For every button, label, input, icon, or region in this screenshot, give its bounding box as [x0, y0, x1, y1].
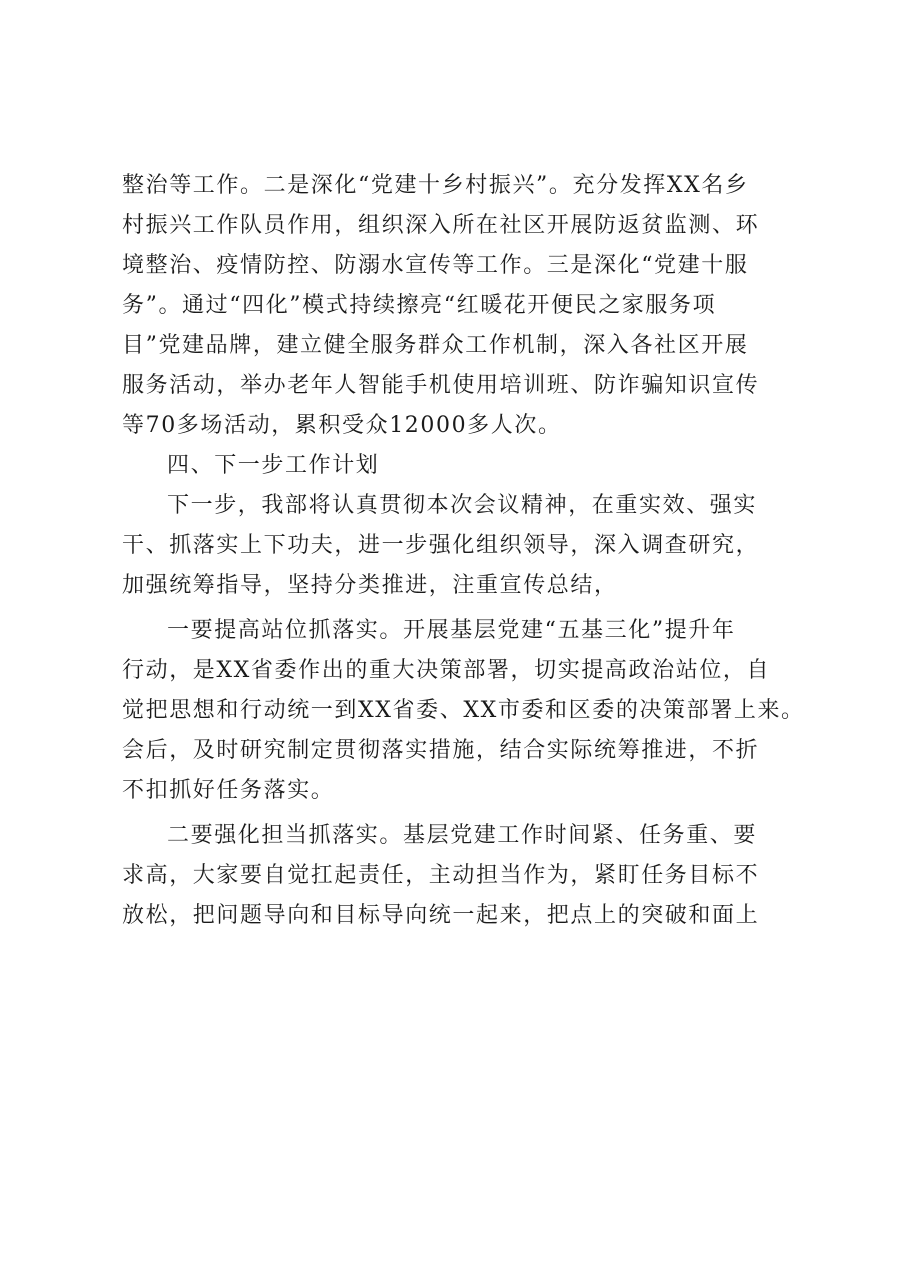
- text-line-15: 会后，及时研究制定贯彻落实措施，结合实际统筹推进，不折: [122, 738, 760, 763]
- text-line-3: 境整治、疫情防控、防溺水宣传等工作。三是深化“党建十服: [122, 253, 749, 278]
- text-line-16: 不扣抓好任务落实。: [122, 778, 335, 803]
- text-line-6: 服务活动，举办老年人智能手机使用培训班、防诈骗知识宣传: [122, 373, 760, 398]
- paragraph-start: 下一步，我部将认真贯彻本次会议精神，在重实效、强实: [167, 493, 758, 518]
- text-line-19: 放松，把问题导向和目标导向统一起来，把点上的突破和面上: [122, 903, 760, 928]
- text-line-18: 求高，大家要自觉扛起责任，主动担当作为，紧盯任务目标不: [122, 863, 760, 888]
- text-line-7: 等70多场活动，累积受众12000多人次。: [122, 413, 562, 438]
- section-heading: 四、下一步工作计划: [167, 453, 380, 478]
- text-line-5: 目”党建品牌，建立健全服务群众工作机制，深入各社区开展: [122, 333, 749, 358]
- text-line-2: 村振兴工作队员作用，组织深入所在社区开展防返贫监测、环: [122, 213, 760, 238]
- paragraph-start: 二要强化担当抓落实。基层党建工作时间紧、任务重、要: [167, 823, 758, 848]
- text-line-10: 干、抓落实上下功夫，进一步强化组织领导，深入调查研究，: [122, 533, 760, 558]
- document-body: [122, 166, 822, 936]
- text-line-13: 行动，是XX省委作出的重大决策部署，切实提高政治站位，自: [122, 658, 771, 683]
- text-line-14: 觉把思想和行动统一到XX省委、XX市委和区委的决策部署上来。: [122, 698, 805, 723]
- text-line-1: 整治等工作。二是深化“党建十乡村振兴”。充分发挥XX名乡: [122, 173, 749, 198]
- text-line-4: 务”。通过“四化”模式持续擦亮“红暖花开便民之家服务项: [122, 293, 717, 318]
- paragraph-start: 一要提高站位抓落实。开展基层党建“五基三化”提升年: [167, 618, 736, 643]
- text-line-11: 加强统筹指导，坚持分类推进，注重宣传总结，: [122, 573, 618, 598]
